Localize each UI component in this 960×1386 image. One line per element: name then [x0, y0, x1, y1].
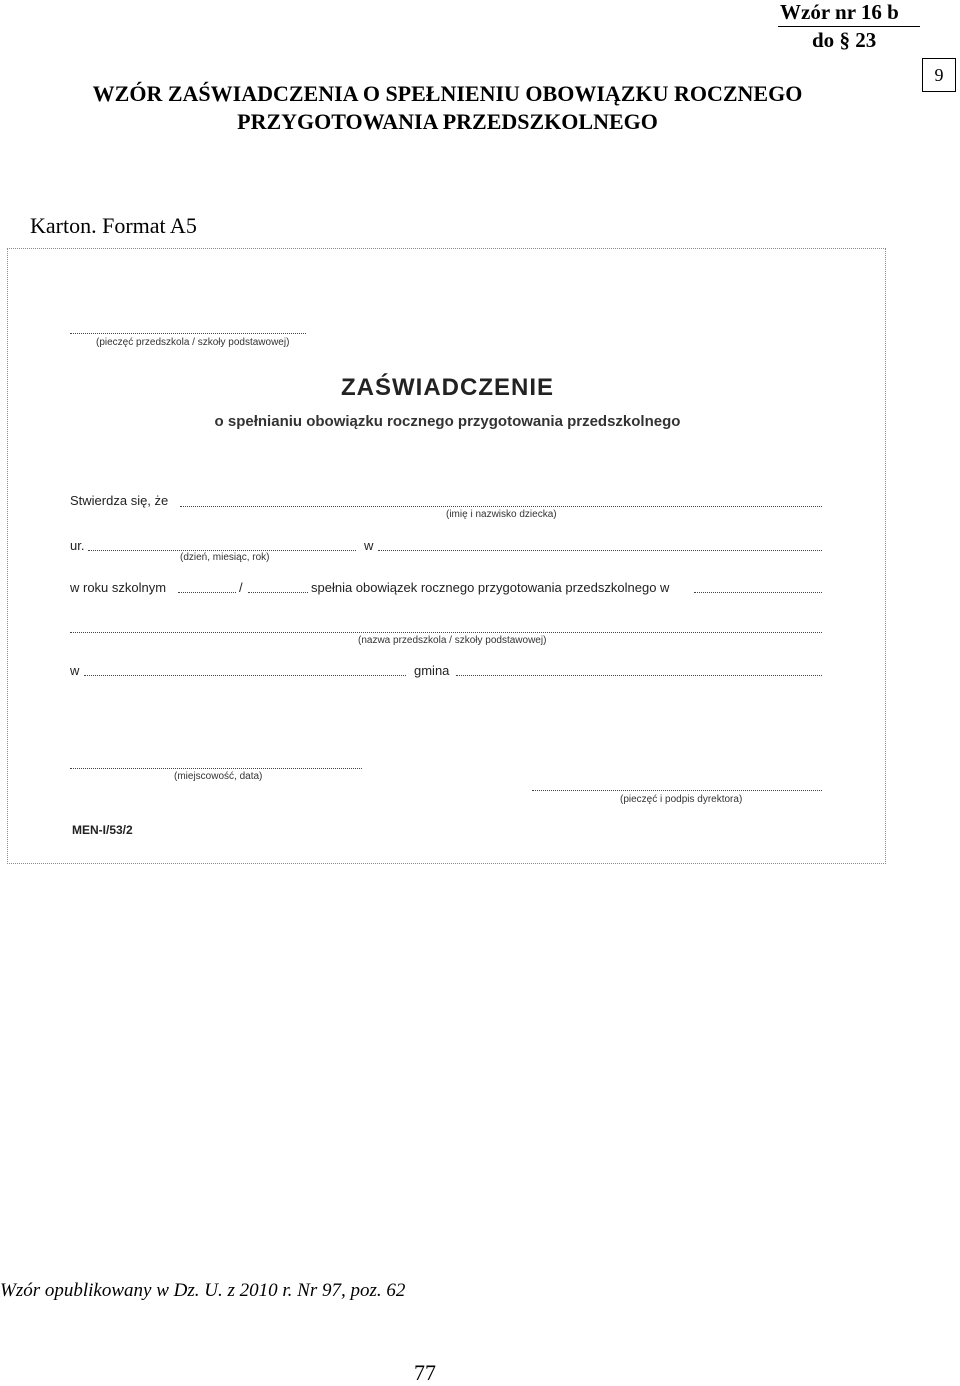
- template-number-underline: [778, 26, 920, 27]
- page-number: 77: [414, 1360, 436, 1385]
- paragraph-reference: [812, 28, 876, 53]
- template-number: Wzór nr 16 b: [780, 0, 899, 24]
- form-code: MEN-I/53/2: [72, 823, 133, 837]
- document-title: [0, 80, 895, 136]
- school-name-caption: (nazwa przedszkola / szkoły podstawowej): [358, 635, 547, 646]
- signature-caption: (pieczęć i podpis dyrektora): [620, 794, 743, 805]
- signature-line: [532, 790, 822, 791]
- school-name-line: [70, 632, 822, 633]
- place-date-caption: (miejscowość, data): [174, 771, 263, 782]
- birth-place-line: [378, 550, 822, 551]
- stamp-caption: (pieczęć przedszkola / szkoły podstawowej): [96, 337, 290, 348]
- certificate-subtitle: o spełnianiu obowiązku rocznego przygotowania przedszkolnego: [214, 413, 681, 430]
- school-year-end-line: [248, 592, 308, 593]
- born-label: ur.: [70, 538, 85, 553]
- document-title-line-2: PRZYGOTOWANIA PRZEDSZKOLNEGO: [237, 109, 658, 134]
- place-date-line: [70, 768, 362, 769]
- school-year-label: w roku szkolnym: [70, 580, 167, 595]
- locality-label: w: [70, 663, 80, 678]
- paragraph-sign: §: [839, 28, 850, 52]
- publication-footnote: Wzór opublikowany w Dz. U. z 2010 r. Nr 97, poz. 62: [0, 1280, 406, 1301]
- page-tab: 9: [922, 58, 956, 92]
- birth-date-line: [88, 550, 356, 551]
- certificate-title: ZAŚWIADCZENIE: [341, 374, 554, 401]
- format-label: Karton. Format A5: [30, 213, 197, 238]
- paragraph-prefix: do: [812, 28, 835, 52]
- school-year-start-line: [178, 592, 236, 593]
- stwierdza-label: Stwierdza się, że: [70, 493, 169, 508]
- certificate-card: [7, 248, 886, 864]
- locality-line: [84, 675, 406, 676]
- commune-label: gmina: [414, 663, 450, 678]
- birth-place-label: w: [364, 538, 374, 553]
- school-name-line-start: [694, 592, 822, 593]
- commune-line: [456, 675, 822, 676]
- school-year-slash: /: [239, 580, 243, 595]
- birth-date-caption: (dzień, miesiąc, rok): [180, 552, 270, 563]
- document-title-line-1: WZÓR ZAŚWIADCZENIA O SPEŁNIENIU OBOWIĄZKU ROCZNEGO: [92, 81, 803, 106]
- child-name-caption: (imię i nazwisko dziecka): [446, 509, 557, 520]
- stamp-line: [70, 333, 306, 334]
- fulfils-label: spełnia obowiązek rocznego przygotowania przedszkolnego w: [311, 580, 670, 595]
- child-name-line: [180, 506, 822, 507]
- paragraph-number: 23: [855, 28, 877, 52]
